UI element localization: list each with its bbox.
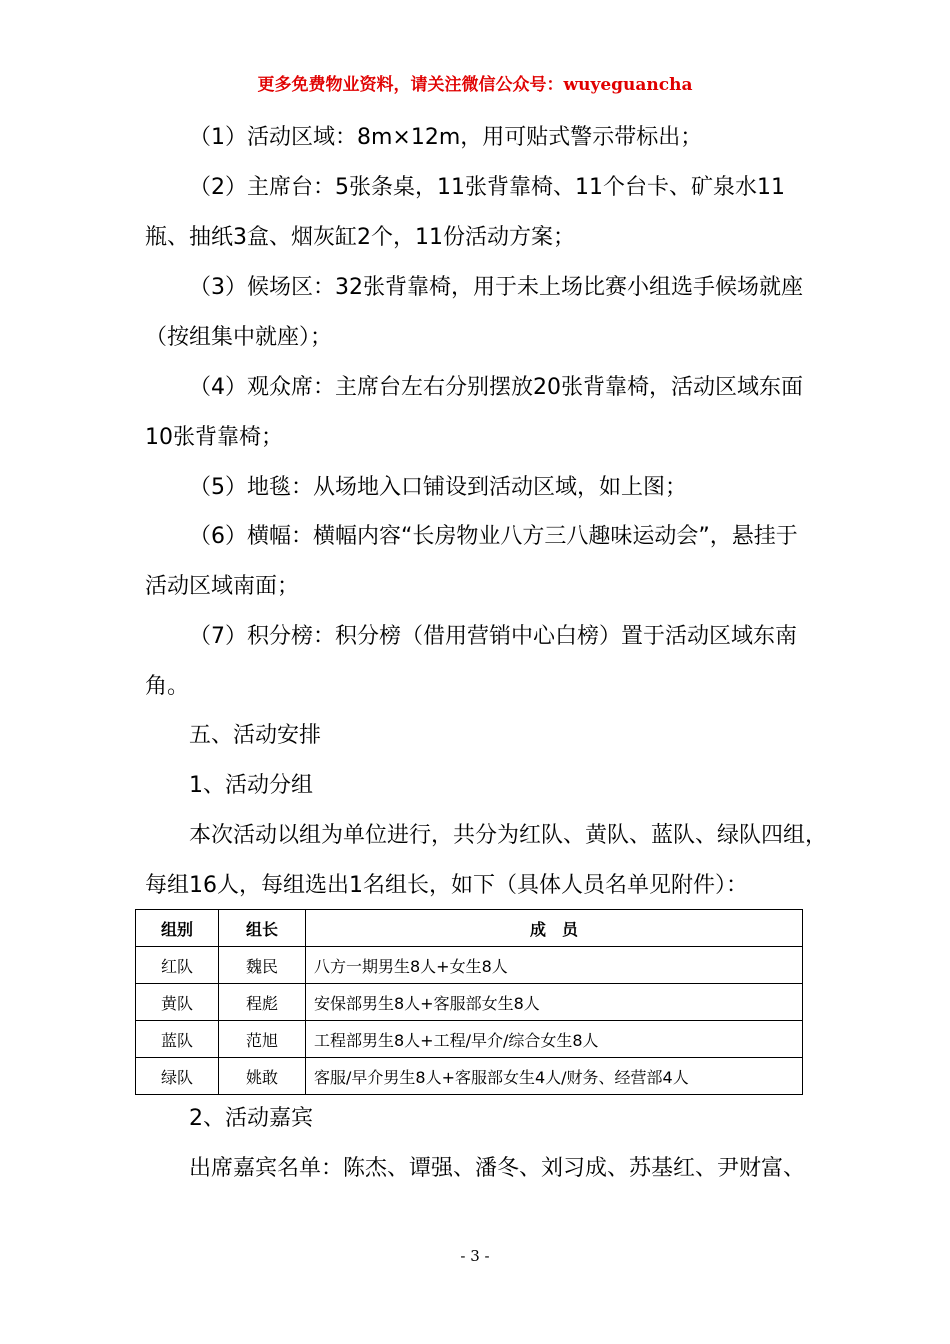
cell-members: 八方一期男生8人+女生8人 [306, 947, 803, 984]
item-banner: （6）横幅：横幅内容“长房物业八方三八趣味运动会”，悬挂于 [189, 524, 798, 549]
subsection-grouping: 1、活动分组 [189, 773, 313, 798]
guest-list: 出席嘉宾名单：陈杰、谭强、潘冬、刘习成、苏基红、尹财富、 [189, 1156, 806, 1181]
header-group: 组别 [136, 910, 219, 947]
item-audience-cont: 10张背靠椅； [145, 425, 283, 450]
group-table [135, 909, 803, 1095]
grouping-paragraph: 本次活动以组为单位进行，共分为红队、黄队、蓝队、绿队四组， [189, 823, 828, 848]
cell-leader: 姚敢 [219, 1058, 306, 1095]
table-row [136, 1021, 803, 1058]
cell-members: 客服/早介男生8人+客服部女生4人/财务、经营部4人 [306, 1058, 803, 1095]
cell-group: 绿队 [136, 1058, 219, 1095]
header-members: 成 员 [306, 910, 803, 947]
grouping-paragraph-cont: 每组16人，每组选出1名组长，如下（具体人员名单见附件）： [145, 873, 748, 898]
item-waiting-area-cont: （按组集中就座）； [145, 325, 333, 350]
cell-leader: 魏民 [219, 947, 306, 984]
subsection-guests: 2、活动嘉宾 [189, 1106, 313, 1131]
cell-group: 蓝队 [136, 1021, 219, 1058]
item-audience: （4）观众席：主席台左右分别摆放20张背靠椅，活动区域东面 [189, 375, 803, 400]
item-main-stage-cont: 瓶、抽纸3盒、烟灰缸2个，11份活动方案； [145, 225, 575, 250]
item-scoreboard: （7）积分榜：积分榜（借用营销中心白榜）置于活动区域东南 [189, 624, 797, 649]
item-banner-cont: 活动区域南面； [145, 574, 300, 599]
table-header-row [136, 910, 803, 947]
table-row [136, 984, 803, 1021]
header-leader: 组长 [219, 910, 306, 947]
page-number: - 3 - [460, 1247, 490, 1265]
item-waiting-area: （3）候场区：32张背靠椅，用于未上场比赛小组选手候场就座 [189, 275, 803, 300]
cell-group: 红队 [136, 947, 219, 984]
cell-leader: 程彪 [219, 984, 306, 1021]
cell-members: 安保部男生8人+客服部女生8人 [306, 984, 803, 1021]
cell-leader: 范旭 [219, 1021, 306, 1058]
item-main-stage: （2）主席台：5张条桌，11张背靠椅、11个台卡、矿泉水11 [189, 175, 785, 200]
item-scoreboard-cont: 角。 [145, 674, 190, 699]
cell-members: 工程部男生8人+工程/早介/综合女生8人 [306, 1021, 803, 1058]
item-carpet: （5）地毯：从场地入口铺设到活动区域，如上图； [189, 475, 687, 500]
item-activity-area: （1）活动区域：8m×12m，用可贴式警示带标出； [189, 125, 703, 150]
section-heading: 五、活动安排 [189, 723, 322, 748]
table-row [136, 947, 803, 984]
table-row [136, 1058, 803, 1095]
cell-group: 黄队 [136, 984, 219, 1021]
promo-banner: 更多免费物业资料，请关注微信公众号：wuyeguancha [257, 75, 693, 95]
